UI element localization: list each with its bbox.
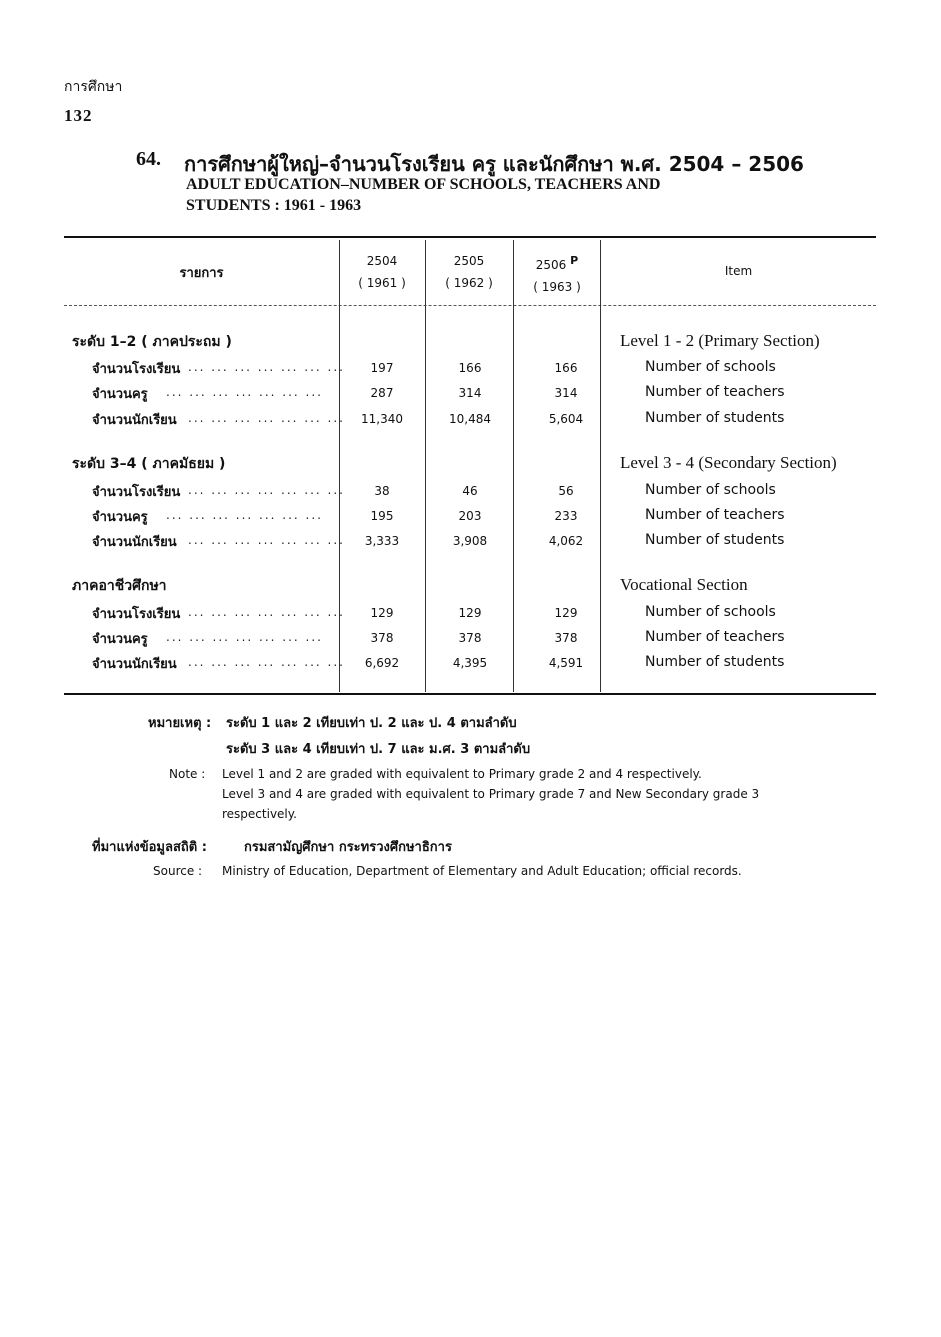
table-cell: 129 (458, 606, 482, 620)
row-label-english: Number of students (645, 532, 785, 548)
column-header-year-2504 (339, 250, 425, 294)
note-english-label: Note : (169, 767, 206, 781)
table-cell: 233 (554, 509, 578, 523)
row-label-english: Number of schools (645, 359, 776, 375)
row-label-thai: จำนวนนักเรียน (92, 535, 177, 550)
row-label-thai: จำนวนโรงเรียน (92, 485, 181, 500)
table-cell: 129 (554, 606, 578, 620)
table-cell: 4,591 (548, 656, 584, 670)
table-bottom-rule (64, 693, 876, 695)
table-title-english-line2: STUDENTS : 1961 - 1963 (186, 197, 362, 214)
table-cell: 56 (558, 484, 574, 498)
table-top-rule (64, 236, 876, 238)
note-thai-line1: ระดับ 1 และ 2 เทียบเท่า ป. 2 และ ป. 4 ตามลำดับ (226, 716, 517, 731)
table-cell: 46 (462, 484, 478, 498)
leader-dots: ... ... ... ... ... ... ... (188, 411, 345, 425)
year-be: 2504 (366, 254, 398, 268)
row-label-english: Number of students (645, 654, 785, 670)
source-thai-label: ที่มาแห่งข้อมูลสถิติ : (92, 840, 207, 855)
row-label-thai: จำนวนครู (92, 510, 148, 525)
column-divider (600, 240, 601, 692)
year-be: 2505 (453, 254, 485, 268)
page-number: 132 (64, 106, 93, 125)
column-divider (513, 240, 514, 692)
table-cell: 314 (458, 386, 482, 400)
year-ce: ( 1963 ) (533, 280, 581, 294)
section-label-english: Level 3 - 4 (Secondary Section) (620, 453, 837, 472)
table-cell: 314 (554, 386, 578, 400)
table-cell: 378 (458, 631, 482, 645)
note-english-line3: respectively. (222, 807, 297, 821)
section-label-thai: ระดับ 1–2 ( ภาคประถม ) (72, 334, 232, 350)
table-cell: 166 (458, 361, 482, 375)
leader-dots: ... ... ... ... ... ... ... (188, 483, 345, 497)
note-english-line1: Level 1 and 2 are graded with equivalent to Primary grade 2 and 4 respectively. (222, 767, 702, 781)
row-label-thai: จำนวนโรงเรียน (92, 362, 181, 377)
source-english: Ministry of Education, Department of Elementary and Adult Education; official records. (222, 864, 742, 878)
row-label-english: Number of teachers (645, 507, 785, 523)
table-cell: 3,908 (452, 534, 488, 548)
row-label-thai: จำนวนครู (92, 632, 148, 647)
table-cell: 4,062 (548, 534, 584, 548)
table-cell: 197 (370, 361, 394, 375)
table-cell: 378 (370, 631, 394, 645)
table-cell: 203 (458, 509, 482, 523)
table-header-rule (64, 305, 876, 306)
preliminary-mark: P (570, 254, 579, 267)
section-label-english: Level 1 - 2 (Primary Section) (620, 331, 820, 350)
column-divider (339, 240, 340, 692)
leader-dots: ... ... ... ... ... ... ... (166, 385, 323, 399)
table-number: 64. (136, 148, 161, 170)
table-cell: 38 (374, 484, 390, 498)
row-label-thai: จำนวนโรงเรียน (92, 607, 181, 622)
table-cell: 6,692 (364, 656, 400, 670)
table-cell: 378 (554, 631, 578, 645)
table-cell: 10,484 (449, 412, 491, 426)
table-cell: 195 (370, 509, 394, 523)
column-divider (425, 240, 426, 692)
row-label-english: Number of schools (645, 482, 776, 498)
year-be: 2506 (535, 258, 567, 272)
column-header-item-english: Item (724, 264, 753, 278)
note-thai-label: หมายเหตุ : (148, 716, 212, 731)
chapter-header: การศึกษา (64, 79, 123, 95)
row-label-thai: จำนวนนักเรียน (92, 657, 177, 672)
row-label-english: Number of teachers (645, 384, 785, 400)
leader-dots: ... ... ... ... ... ... ... (188, 360, 345, 374)
leader-dots: ... ... ... ... ... ... ... (188, 655, 345, 669)
table-cell: 166 (554, 361, 578, 375)
column-header-year-2505 (426, 250, 512, 294)
table-cell: 3,333 (364, 534, 400, 548)
note-english-line2: Level 3 and 4 are graded with equivalent to Primary grade 7 and New Secondary grade 3 (222, 787, 760, 801)
section-label-thai: ระดับ 3–4 ( ภาคมัธยม ) (72, 456, 226, 472)
table-cell: 4,395 (452, 656, 488, 670)
row-label-thai: จำนวนครู (92, 387, 148, 402)
table-cell: 287 (370, 386, 394, 400)
table-cell: 129 (370, 606, 394, 620)
table-cell: 11,340 (361, 412, 403, 426)
leader-dots: ... ... ... ... ... ... ... (188, 605, 345, 619)
row-label-thai: จำนวนนักเรียน (92, 413, 177, 428)
section-label-english: Vocational Section (620, 575, 748, 594)
year-ce: ( 1962 ) (445, 276, 493, 290)
table-cell: 5,604 (548, 412, 584, 426)
leader-dots: ... ... ... ... ... ... ... (166, 630, 323, 644)
section-label-thai: ภาคอาชีวศึกษา (72, 578, 167, 594)
table-title-english-line1: ADULT EDUCATION–NUMBER OF SCHOOLS, TEACHERS AND (186, 176, 661, 193)
leader-dots: ... ... ... ... ... ... ... (188, 533, 345, 547)
column-header-item-thai: รายการ (179, 266, 224, 281)
source-english-label: Source : (153, 864, 203, 878)
year-ce: ( 1961 ) (358, 276, 406, 290)
table-title-thai: การศึกษาผู้ใหญ่–จำนวนโรงเรียน ครู และนักศึกษา พ.ศ. 2504 – 2506 (184, 152, 804, 176)
source-thai: กรมสามัญศึกษา กระทรวงศึกษาธิการ (244, 840, 452, 855)
column-header-year-2506 (514, 250, 600, 298)
row-label-english: Number of schools (645, 604, 776, 620)
leader-dots: ... ... ... ... ... ... ... (166, 508, 323, 522)
row-label-english: Number of teachers (645, 629, 785, 645)
note-thai-line2: ระดับ 3 และ 4 เทียบเท่า ป. 7 และ ม.ศ. 3 ตามลำดับ (226, 742, 531, 757)
row-label-english: Number of students (645, 410, 785, 426)
